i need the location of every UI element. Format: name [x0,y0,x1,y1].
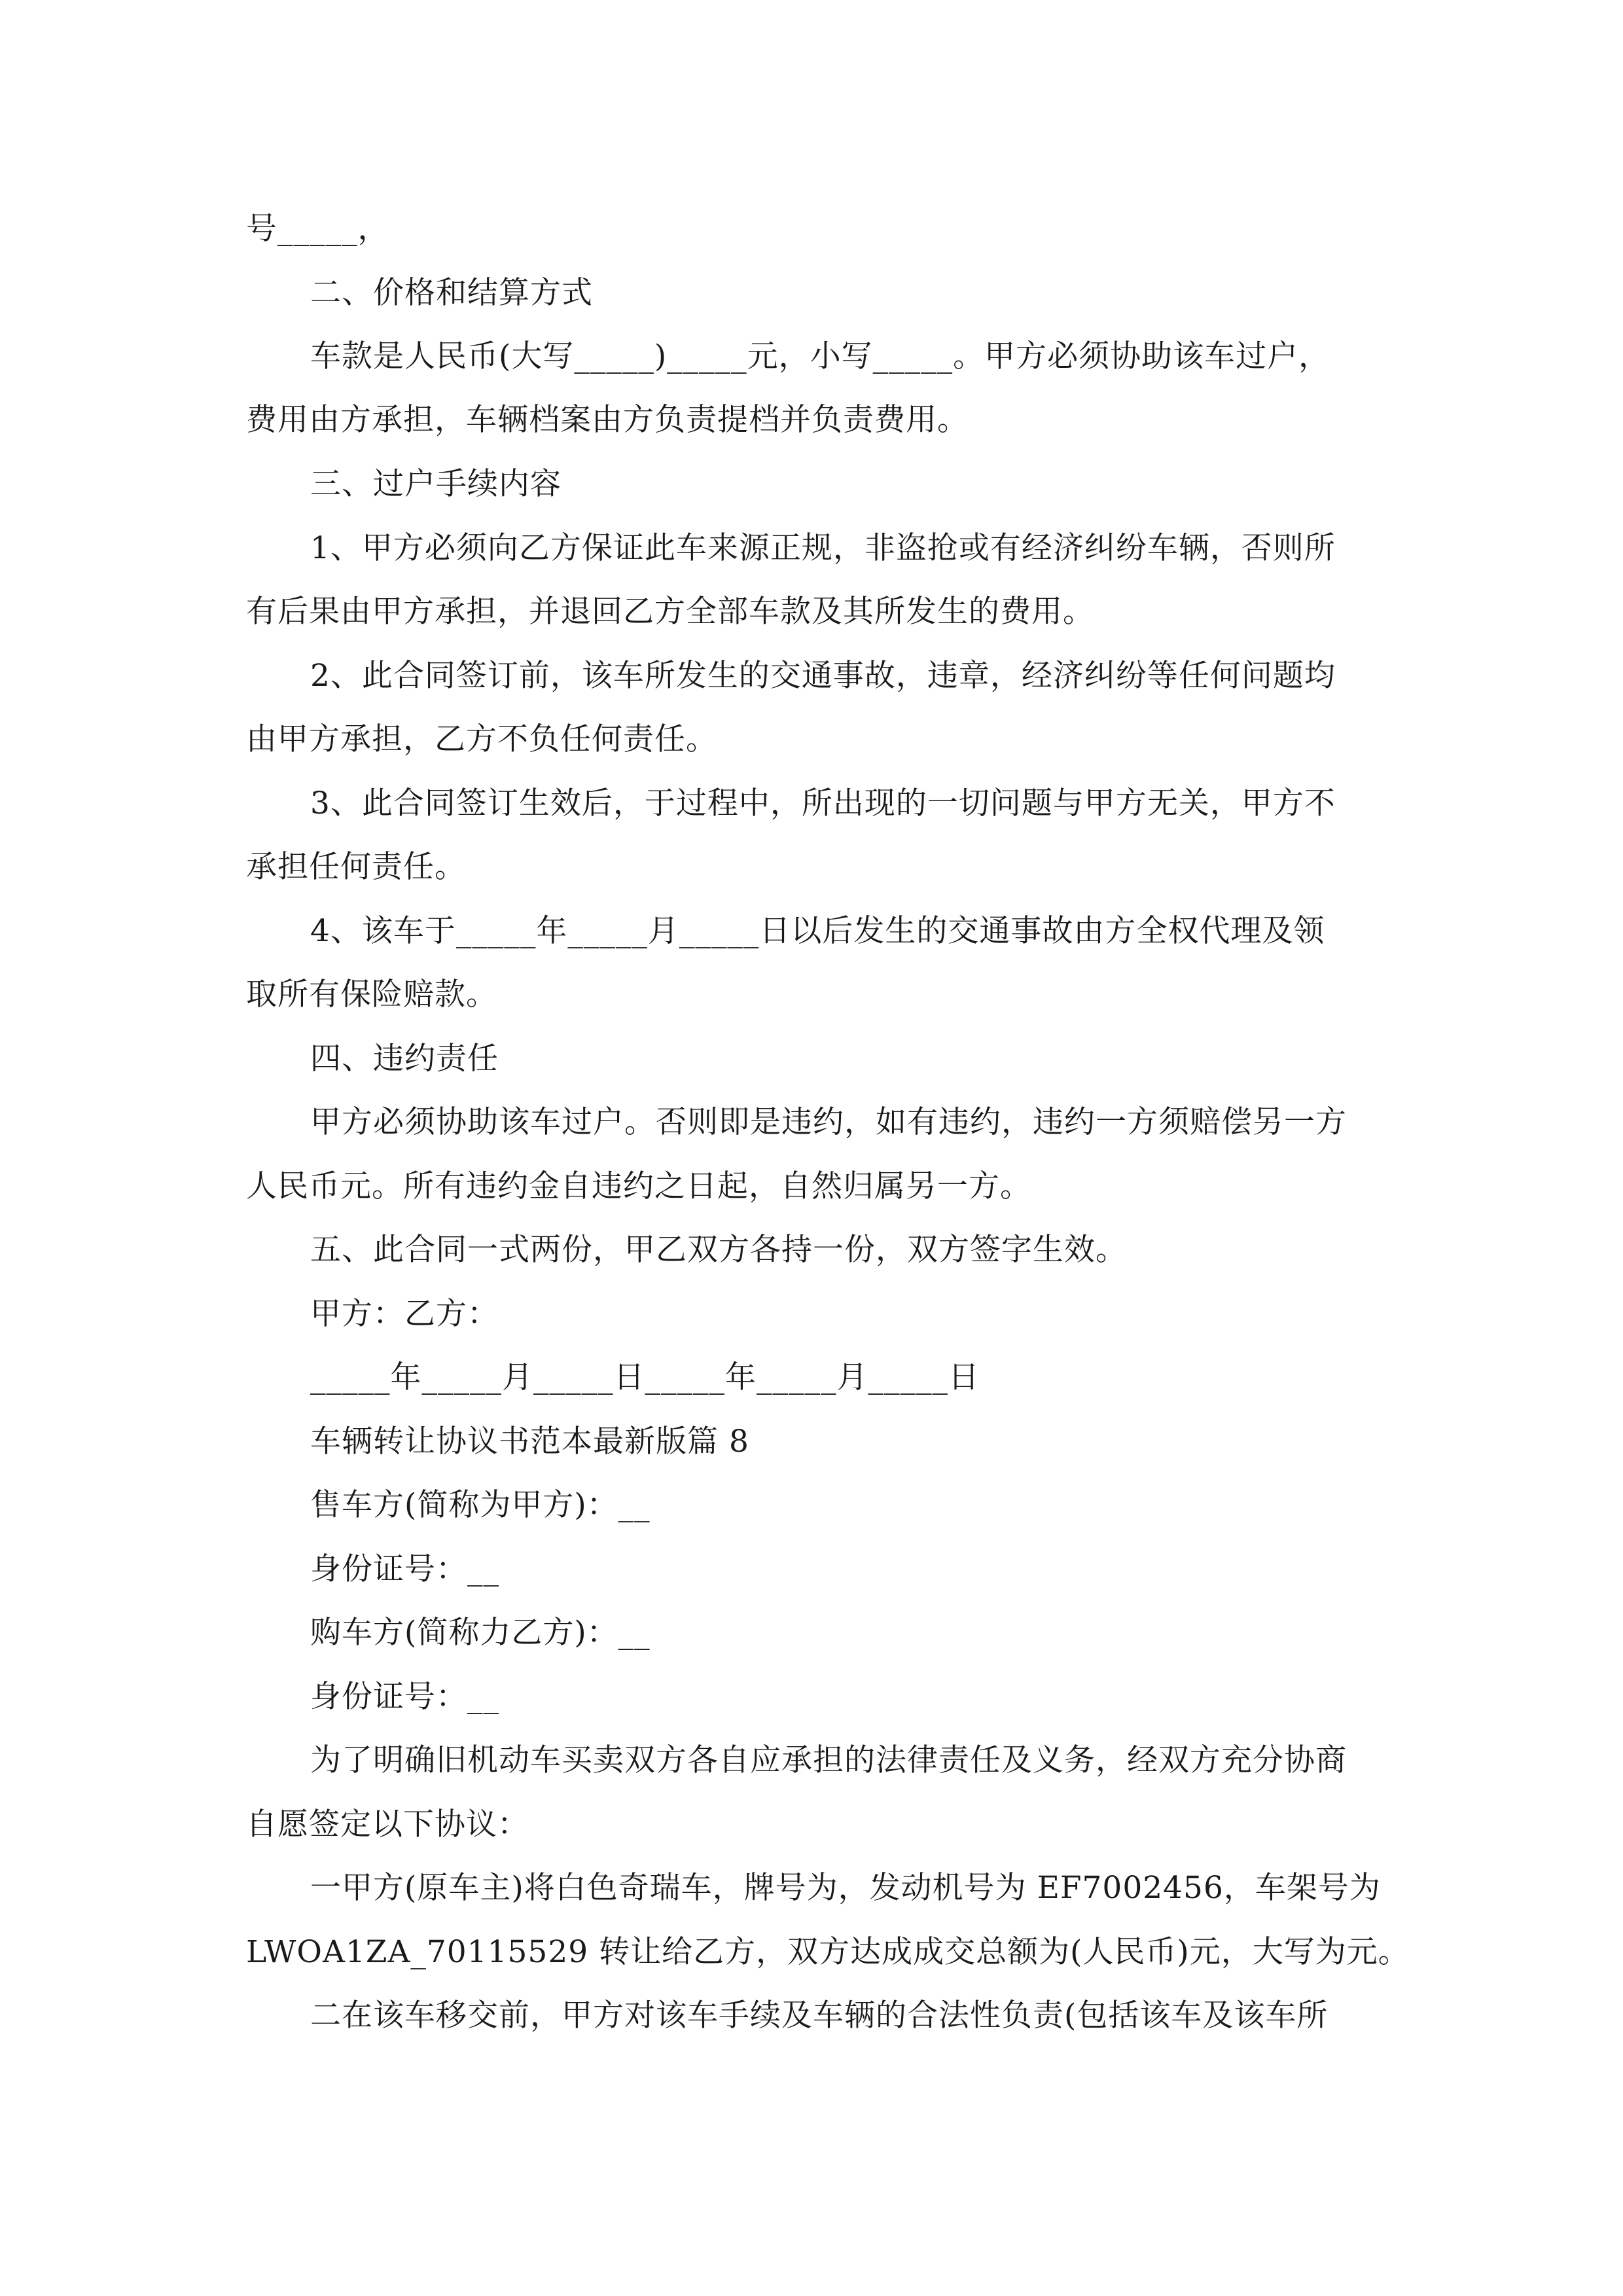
seller-id-field: 身份证号：__ [310,1551,499,1587]
text-line: 1、甲方必须向乙方保证此车来源正规，非盗抢或有经济纠纷车辆，否则所 [310,530,1336,566]
text-line: 有后果由甲方承担，并退回乙方全部车款及其所发生的费用。 [246,594,1094,630]
buyer-id-field: 身份证号：__ [310,1679,499,1715]
text-line: 车款是人民币(大写_____)_____元，小写_____。甲方必须协助该车过户， [310,338,1330,374]
text-line: 由甲方承担，乙方不负任何责任。 [246,721,717,757]
section-heading: 三、过户手续内容 [310,466,562,502]
signature-parties: 甲方：乙方： [310,1296,499,1332]
text-line: 人民币元。所有违约金自违约之日起，自然归属另一方。 [246,1168,1031,1204]
text-line: 2、此合同签订前，该车所发生的交通事故，违章，经济纠纷等任何问题均 [310,658,1336,694]
section-heading: 四、违约责任 [310,1041,499,1077]
text-line: 为了明确旧机动车买卖双方各自应承担的法律责任及义务，经双方充分协商 [310,1742,1347,1778]
text-line: 一甲方(原车主)将白色奇瑞车，牌号为，发动机号为 EF7002456，车架号为 [310,1870,1381,1906]
text-line: 3、此合同签订生效后，于过程中，所出现的一切问题与甲方无关，甲方不 [310,785,1336,821]
seller-field: 售车方(简称为甲方)：__ [310,1487,651,1523]
text-line: 号_____， [246,211,389,247]
text-line: 自愿签定以下协议： [246,1806,529,1842]
text-line: 二在该车移交前，甲方对该车手续及车辆的合法性负责(包括该车及该车所 [310,1998,1329,2034]
text-line: 费用由方承担，车辆档案由方负责提档并负责费用。 [246,402,969,438]
text-line: 甲方必须协助该车过户。否则即是违约，如有违约，违约一方须赔偿另一方 [310,1104,1347,1140]
text-line: LWOA1ZA_70115529 转让给乙方，双方达成成交总额为(人民币)元，大写为元。 [246,1934,1410,1970]
document-title: 车辆转让协议书范本最新版篇 8 [310,1424,749,1460]
text-line: 4、该车于_____年_____月_____日以后发生的交通事故由方全权代理及领 [310,913,1325,949]
section-heading: 五、此合同一式两份，甲乙双方各持一份，双方签字生效。 [310,1232,1127,1268]
buyer-field: 购车方(简称力乙方)：__ [310,1615,651,1651]
text-line: 承担任何责任。 [246,849,466,885]
text-line: 取所有保险赔款。 [246,977,497,1013]
section-heading: 二、价格和结算方式 [310,275,593,311]
signature-dates: _____年_____月_____日_____年_____月_____日 [310,1359,980,1395]
